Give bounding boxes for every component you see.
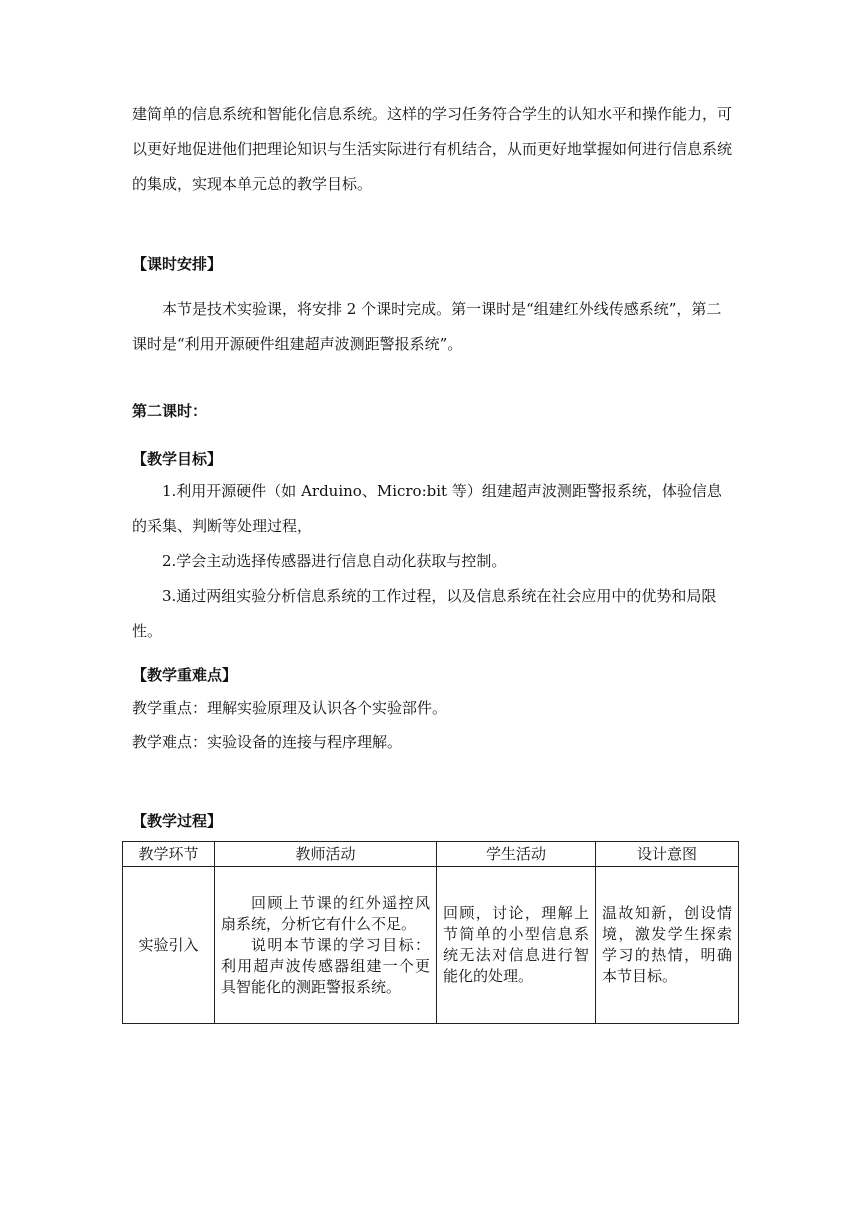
column-header-stage: 教学环节: [123, 842, 215, 867]
lesson2-heading: 第二课时：: [132, 402, 208, 420]
column-header-student: 学生活动: [437, 842, 596, 867]
keypoints-heading: 【教学重难点】: [132, 666, 238, 684]
column-header-teacher: 教师活动: [215, 842, 437, 867]
process-table: [122, 841, 739, 1024]
key-point-text: 教学重点：理解实验原理及认识各个实验部件。: [132, 699, 448, 717]
design-intent-cell: 温故知新，创设情境，激发学生探索学习的热情，明确本节目标。: [596, 867, 739, 1024]
teacher-activity-paragraph: 说明本节课的学习目标：利用超声波传感器组建一个更具智能化的测距警报系统。: [221, 935, 430, 996]
goals-heading: 【教学目标】: [132, 450, 223, 468]
goal-item-2: 2.学会主动选择传感器进行信息自动化获取与控制。: [162, 552, 507, 570]
table-row: [123, 867, 739, 1024]
student-activity-cell: 回顾，讨论，理解上节简单的小型信息系统无法对信息进行智能化的处理。: [437, 867, 596, 1024]
teacher-activity-cell: [215, 867, 437, 1024]
table-header-row: [123, 842, 739, 867]
column-header-intent: 设计意图: [596, 842, 739, 867]
teacher-activity-paragraph: 回顾上节课的红外遥控风扇系统，分析它有什么不足。: [221, 893, 430, 933]
process-heading: 【教学过程】: [132, 812, 223, 830]
stage-cell: 实验引入: [123, 867, 215, 1024]
difficult-point-text: 教学难点：实验设备的连接与程序理解。: [132, 733, 403, 751]
schedule-heading: 【课时安排】: [132, 255, 223, 273]
goal-item-3: 3.通过两组实验分析信息系统的工作过程，以及信息系统在社会应用中的优势和局限性。: [132, 587, 717, 640]
schedule-paragraph: 本节是技术实验课，将安排 2 个课时完成。第一课时是“组建红外线传感系统”，第二课时是“利用开源硬件组建超声波测距警报系统”。: [132, 300, 722, 353]
intro-paragraph: 建简单的信息系统和智能化信息系统。这样的学习任务符合学生的认知水平和操作能力，可以更好地促进他们把理论知识与生活实际进行有机结合，从而更好地掌握如何进行信息系统的集成，实现本单元总的教学目标。: [132, 105, 733, 193]
goal-item-1: 1.利用开源硬件（如 Arduino、Micro:bit 等）组建超声波测距警报系统，体验信息的采集、判断等处理过程，: [132, 482, 722, 535]
